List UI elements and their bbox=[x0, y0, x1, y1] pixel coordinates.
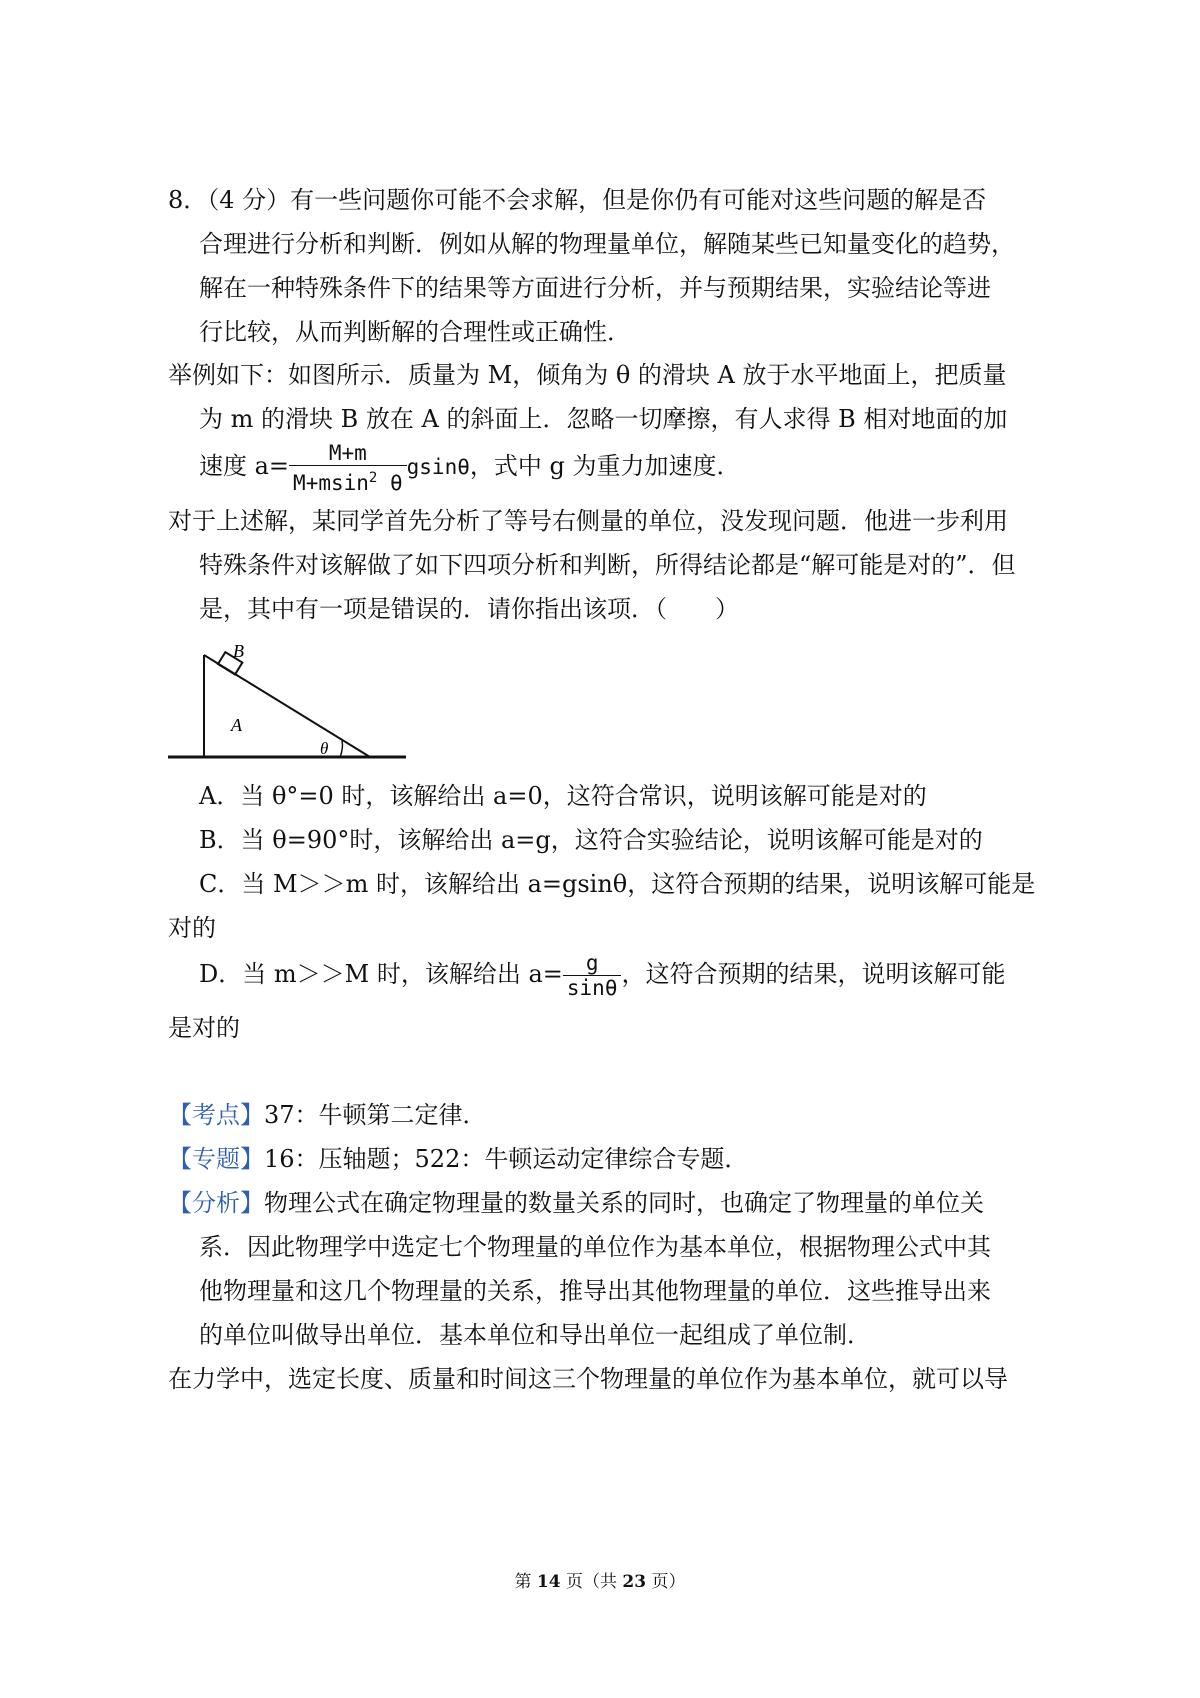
mechanics-line: 在力学中，选定长度、质量和时间这三个物理量的单位作为基本单位，就可以导 bbox=[168, 1365, 1008, 1393]
fenxi-line-2: 系．因此物理学中选定七个物理量的单位作为基本单位，根据物理公式中其 bbox=[199, 1233, 991, 1261]
angle-arc bbox=[340, 740, 342, 757]
option-a: A．当 θ°=0 时，该解给出 a=0，这符合常识，说明该解可能是对的 bbox=[199, 782, 927, 810]
label-b: B bbox=[233, 641, 244, 661]
fenxi-tag: 【分析】 bbox=[168, 1189, 264, 1217]
option-d-denominator: sinθ bbox=[566, 976, 618, 1000]
formula-prefix: 速度 a= bbox=[199, 452, 290, 480]
option-c-continued: 对的 bbox=[168, 914, 216, 942]
option-d-numerator: g bbox=[563, 951, 622, 976]
zhuanti-line bbox=[168, 1143, 748, 1175]
question-number: 8．（4 分） bbox=[168, 186, 291, 214]
option-d-continued: 是对的 bbox=[168, 1014, 240, 1042]
question-intro-4: 行比较，从而判断解的合理性或正确性． bbox=[199, 318, 631, 346]
page-footer: 第 14 页（共 23 页） bbox=[514, 1572, 686, 1592]
page-number: 14 bbox=[536, 1572, 561, 1592]
kaodian-tag: 【考点】 bbox=[168, 1101, 264, 1129]
analysis-intro-2: 特殊条件对该解做了如下四项分析和判断，所得结论都是“解可能是对的”．但 bbox=[199, 551, 1016, 579]
formula-fraction bbox=[289, 441, 407, 495]
kaodian-text: 37：牛顿第二定律． bbox=[264, 1101, 487, 1129]
fenxi-text-1: 物理公式在确定物理量的数量关系的同时，也确定了物理量的单位关 bbox=[264, 1189, 984, 1217]
fenxi-line-3: 他物理量和这几个物理量的关系，推导出其他物理量的单位．这些推导出来 bbox=[199, 1277, 991, 1305]
formula-suffix: ，式中 g 为重力加速度． bbox=[469, 452, 741, 480]
zhuanti-text: 16：压轴题；522：牛顿运动定律综合专题． bbox=[264, 1145, 749, 1173]
kaodian-line bbox=[168, 1099, 487, 1131]
formula-numerator: M+m bbox=[289, 441, 407, 466]
option-b: B．当 θ=90°时，该解给出 a=g，这符合实验结论，说明该解可能是对的 bbox=[199, 826, 983, 854]
formula-after-fraction: gsinθ bbox=[406, 455, 470, 479]
example-line-2: 为 m 的滑块 B 放在 A 的斜面上．忽略一切摩擦，有人求得 B 相对地面的加 bbox=[199, 405, 1008, 433]
option-d-suffix: ，这符合预期的结果，说明该解可能 bbox=[621, 960, 1006, 988]
analysis-intro-3: 是，其中有一项是错误的．请你指出该项．（ ） bbox=[199, 595, 739, 623]
example-line-1: 举例如下：如图所示．质量为 M，倾角为 θ 的滑块 A 放于水平地面上，把质量 bbox=[168, 361, 1007, 389]
label-a: A bbox=[231, 715, 242, 735]
question-intro-3: 解在一种特殊条件下的结果等方面进行分析，并与预期结果，实验结论等进 bbox=[199, 274, 991, 302]
incline-figure bbox=[168, 640, 413, 765]
formula-denominator: M+msin$^2$ θ bbox=[293, 469, 403, 495]
question-intro-2: 合理进行分析和判断．例如从解的物理量单位，解随某些已知量变化的趋势， bbox=[199, 230, 1015, 258]
analysis-intro-1: 对于上述解，某同学首先分析了等号右侧量的单位，没发现问题．他进一步利用 bbox=[168, 507, 1008, 535]
option-d bbox=[199, 948, 1005, 1000]
option-c: C．当 M＞＞m 时，该解给出 a=gsinθ，这符合预期的结果，说明该解可能是 bbox=[199, 870, 1036, 898]
question-line-1 bbox=[168, 184, 986, 216]
fenxi-line-4: 的单位叫做导出单位．基本单位和导出单位一起组成了单位制． bbox=[199, 1321, 871, 1349]
page-total: 23 bbox=[622, 1572, 647, 1592]
zhuanti-tag: 【专题】 bbox=[168, 1145, 264, 1173]
label-theta: θ bbox=[320, 739, 329, 758]
option-d-prefix: D．当 m＞＞M 时，该解给出 a= bbox=[199, 960, 563, 988]
formula-line bbox=[199, 440, 740, 495]
question-intro-1: 有一些问题你可能不会求解，但是你仍有可能对这些问题的解是否 bbox=[290, 186, 987, 214]
fenxi-line-1 bbox=[168, 1187, 984, 1219]
option-d-fraction bbox=[563, 951, 622, 1000]
